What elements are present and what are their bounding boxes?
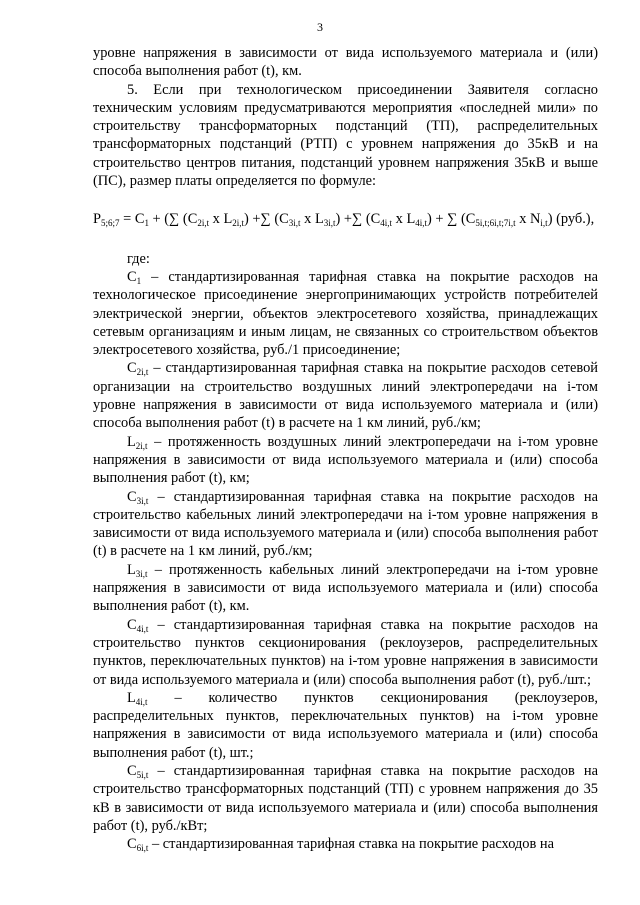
definition-l4: $L_{4i,t}$ – количество пунктов секционирования (реклоузеров, распределительных пунктов, переключательных пунктов) на i-том уровне напряжения в зависимости от вида используемого материала и (или) способа выполнения работ (t), шт.; xyxy=(93,689,598,761)
paragraph-item-5: 5. Если при технологическом присоединении Заявителя согласно техническим условиям предусматриваются мероприятия «последней мили» по строительству трансформаторных подстанций (ТП), распределительных трансформаторных подстанций (РТП) с уровнем напряжения до 35кВ и на строительство центров питания, подстанций уровнем напряжения 35кВ и выше (ПС), размер платы определяется по формуле: xyxy=(93,81,598,190)
definition-c3: $C_{3i,t}$ – стандартизированная тарифная ставка на покрытие расходов на строительство кабельных линий электропередачи на i-том уровне напряжения в зависимости от вида используемого материала и (или) способа выполнения работ (t) в расчете на 1 км линий, руб./км; xyxy=(93,488,598,560)
definition-l2: $L_{2i,t}$ – протяженность воздушных линий электропередачи на i-том уровне напряжения в зависимости от вида используемого материала и (или) способа выполнения работ (t), км; xyxy=(93,433,598,487)
document-body xyxy=(93,44,598,853)
definition-c4: $C_{4i,t}$ – стандартизированная тарифная ставка на покрытие расходов на строительство пунктов секционирования (реклоузеров, распределительных пунктов, переключательных пунктов) на i-том уровне напряжения в зависимости от вида используемого материала и (или) способа выполнения работ (t), руб./шт.; xyxy=(93,616,598,688)
definition-c2: $C_{2i,t}$ – стандартизированная тарифная ставка на покрытие расходов сетевой организации на строительство воздушных линий электропередачи на i-том уровне напряжения в зависимости от вида используемого материала и (или) способа выполнения работ (t) в расчете на 1 км линий, руб./км; xyxy=(93,360,598,432)
formula: $P_{5;6;7} = C_1$ + (∑ ($C_{2i,t}$ x $L_{2i,t}$) +∑ ($C_{3i,t}$ x $L_{3i,t}$) +∑ ($C_{4i,t}$ x $L_{4i,t}$) + ∑ ($C_{5i,t;6i,t;7i,t}$ x $N_{i,t}$) (руб.), xyxy=(93,211,595,229)
definition-l3: $L_{3i,t}$ – протяженность кабельных линий электропередачи на i-том уровне напряжения в зависимости от вида используемого материала и (или) способа выполнения работ (t), км. xyxy=(93,561,598,615)
page-number: 3 xyxy=(317,20,323,34)
paragraph-continuation: уровне напряжения в зависимости от вида используемого материала и (или) способа выполнения работ (t), км. xyxy=(93,45,598,80)
definition-c1: $C_1$ – стандартизированная тарифная ставка на покрытие расходов на технологическое присоединение энергопринимающих устройств потребителей электрической энергии, объектов электросетевого хозяйства, принадлежащих сетевым организациям и иным лицам, не связанных со строительством объектов электросетевого хозяйства, руб./1 присоединение; xyxy=(93,268,598,359)
definition-c5: $C_{5i,t}$ – стандартизированная тарифная ставка на покрытие расходов на строительство трансформаторных подстанций (ТП) с уровнем напряжения до 35 кВ в зависимости от вида используемого материала и (или) способа выполнения работ (t), руб./кВт; xyxy=(93,762,598,834)
definition-c6: $C_{6i,t}$ – стандартизированная тарифная ставка на покрытие расходов на xyxy=(127,836,554,854)
where-label: где: xyxy=(127,250,150,267)
